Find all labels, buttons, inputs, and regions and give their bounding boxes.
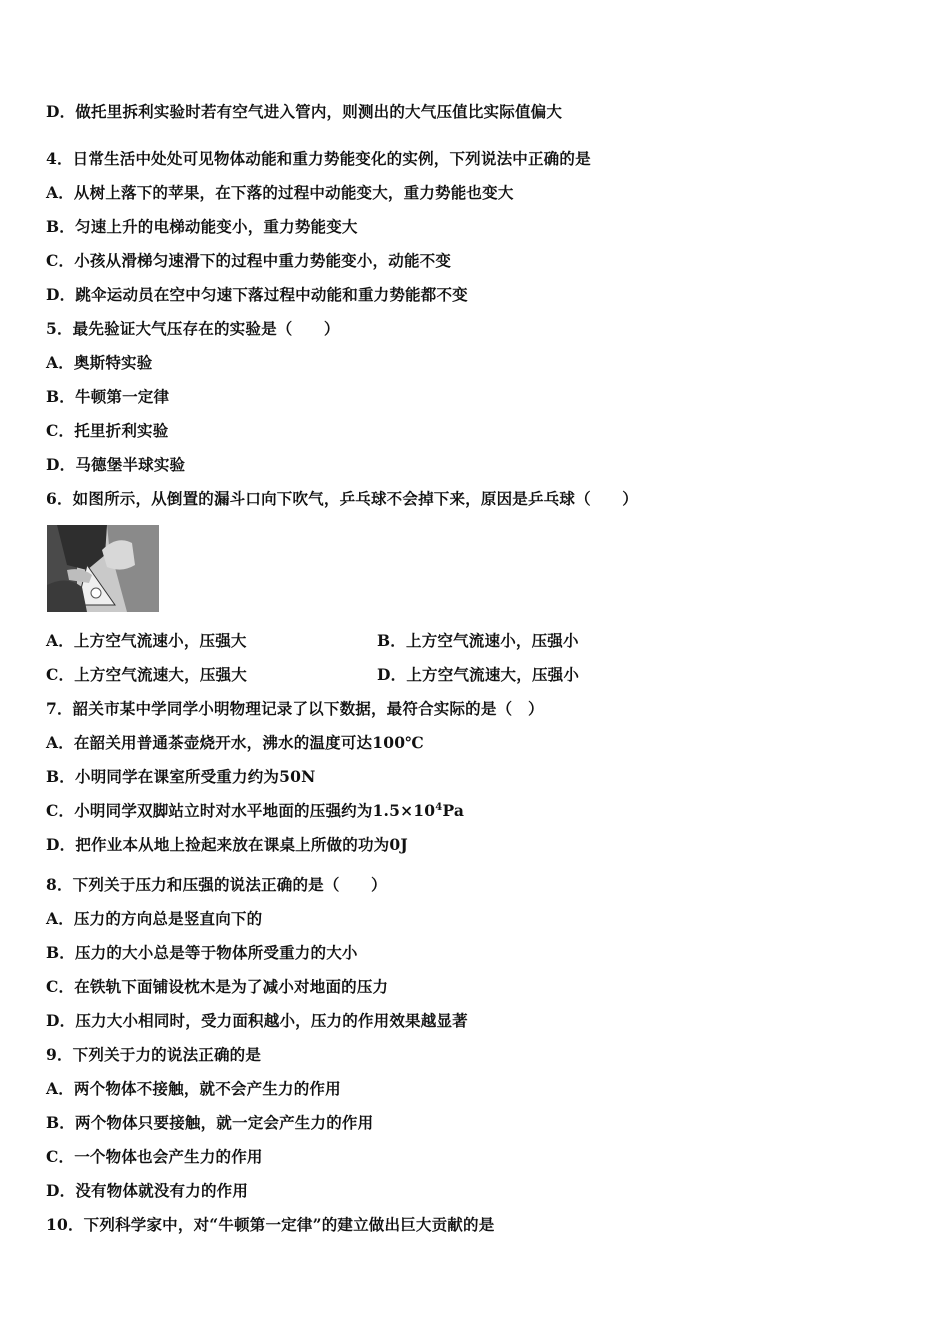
q9-option-b: B．两个物体只要接触，就一定会产生力的作用 bbox=[46, 1113, 374, 1132]
q5-option-b: B．牛顿第一定律 bbox=[46, 387, 170, 406]
q9-option-a: A．两个物体不接触，就不会产生力的作用 bbox=[46, 1079, 341, 1098]
q4-option-b: B．匀速上升的电梯动能变小，重力势能变大 bbox=[46, 217, 358, 236]
q9-option-d: D．没有物体就没有力的作用 bbox=[46, 1181, 249, 1200]
q6-option-c: C．上方空气流速大，压强大 bbox=[46, 665, 247, 684]
q6-option-a: A．上方空气流速小，压强大 bbox=[46, 631, 247, 650]
q5-option-a: A．奥斯特实验 bbox=[46, 353, 153, 372]
q8-stem: 8．下列关于压力和压强的说法正确的是（ ） bbox=[46, 875, 387, 894]
funnel-pingpong-illustration bbox=[47, 525, 159, 612]
q7-option-c bbox=[46, 801, 464, 821]
q7-stem: 7．韶关市某中学同学小明物理记录了以下数据，最符合实际的是（ ） bbox=[46, 699, 544, 718]
q9-stem: 9．下列关于力的说法正确的是 bbox=[46, 1045, 262, 1064]
q5-stem: 5．最先验证大气压存在的实验是（ ） bbox=[46, 319, 340, 338]
q9-option-c: C．一个物体也会产生力的作用 bbox=[46, 1147, 263, 1166]
q8-option-a: A．压力的方向总是竖直向下的 bbox=[46, 909, 263, 928]
q6-option-d: D．上方空气流速大，压强小 bbox=[377, 665, 580, 684]
q7-option-c-exponent: 4 bbox=[435, 801, 443, 813]
q4-option-a: A．从树上落下的苹果，在下落的过程中动能变大，重力势能也变大 bbox=[46, 183, 514, 202]
q7-option-b: B．小明同学在课室所受重力约为50N bbox=[46, 767, 316, 786]
q8-option-c: C．在铁轨下面铺设枕木是为了减小对地面的压力 bbox=[46, 977, 389, 996]
q4-stem: 4．日常生活中处处可见物体动能和重力势能变化的实例，下列说法中正确的是 bbox=[46, 149, 591, 168]
q4-option-c: C．小孩从滑梯匀速滑下的过程中重力势能变小，动能不变 bbox=[46, 251, 452, 270]
q7-option-d: D．把作业本从地上捡起来放在课桌上所做的功为0J bbox=[46, 835, 408, 854]
q8-option-b: B．压力的大小总是等于物体所受重力的大小 bbox=[46, 943, 358, 962]
q7-option-c-text: C．小明同学双脚站立时对水平地面的压强约为1.5×10 bbox=[46, 801, 436, 820]
q7-option-a: A．在韶关用普通茶壶烧开水，沸水的温度可达100℃ bbox=[46, 733, 424, 752]
funnel-pingpong-photo bbox=[47, 525, 159, 612]
q6-option-b: B．上方空气流速小，压强小 bbox=[377, 631, 579, 650]
q5-option-d: D．马德堡半球实验 bbox=[46, 455, 186, 474]
q4-option-d: D．跳伞运动员在空中匀速下落过程中动能和重力势能都不变 bbox=[46, 285, 468, 304]
q7-option-c-unit: Pa bbox=[442, 801, 465, 820]
q8-option-d: D．压力大小相同时，受力面积越小，压力的作用效果越显著 bbox=[46, 1011, 468, 1030]
q6-stem: 6．如图所示，从倒置的漏斗口向下吹气，乒乓球不会掉下来，原因是乒乓球（ ） bbox=[46, 489, 638, 508]
q5-option-c: C．托里折利实验 bbox=[46, 421, 169, 440]
q10-stem: 10．下列科学家中，对“牛顿第一定律”的建立做出巨大贡献的是 bbox=[46, 1215, 495, 1234]
q3-option-d: D．做托里拆利实验时若有空气进入管内，则测出的大气压值比实际值偏大 bbox=[46, 102, 563, 121]
